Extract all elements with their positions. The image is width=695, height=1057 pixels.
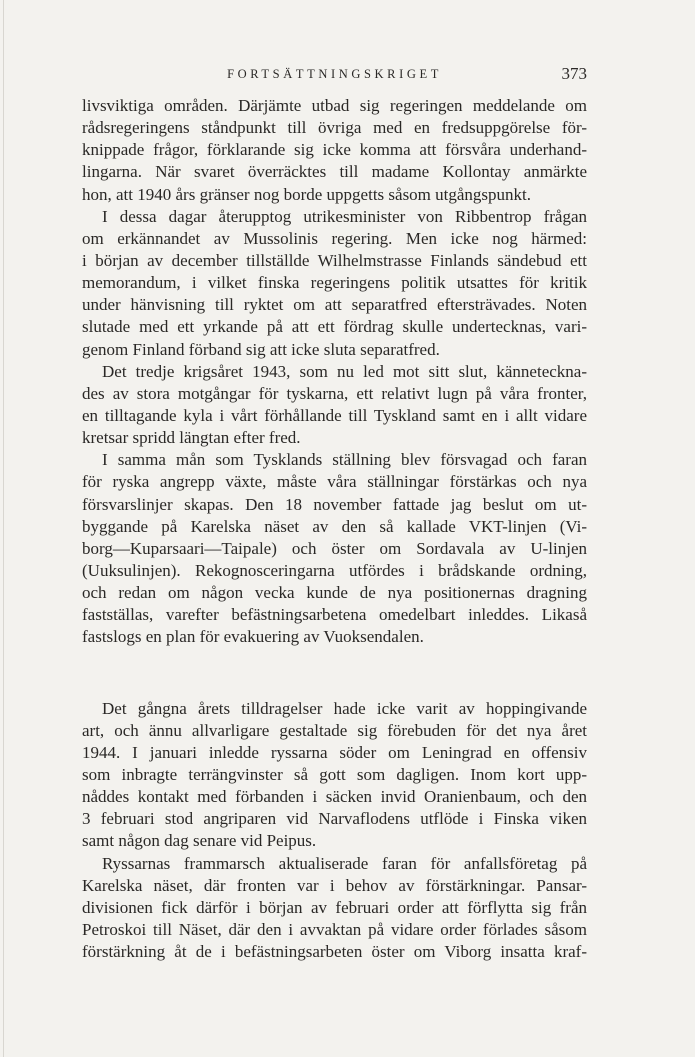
text-line: des av stora motgångar för tyskarna, ett relativt lugn på våra fronter, [82, 383, 587, 403]
text-line: rådsregeringens ståndpunkt till övriga med en fredsuppgörelse för- [82, 118, 587, 138]
text-line: divisionen fick därför i början av februari order att förflytta sig från [82, 897, 587, 917]
text-line: om erkännandet av Mussolinis regering. Men icke nog härmed: [82, 228, 587, 248]
text-line: borg—Kuparsaari—Taipale) och öster om Sordavala av U-linjen [82, 538, 587, 558]
text-line: livsviktiga områden. Därjämte utbad sig regeringen meddelande om [82, 96, 587, 115]
text-line: slutade med ett yrkande på att ett fördrag skulle undertecknas, vari- [82, 317, 587, 337]
paragraph [82, 698, 587, 853]
paragraph [82, 853, 587, 964]
text-line: I samma mån som Tysklands ställning blev försvagad och faran [102, 450, 587, 470]
text-line: lingarna. När svaret överräcktes till madame Kollontay anmärkte [82, 162, 587, 182]
body-text [82, 95, 587, 963]
text-line: Ryssarnas frammarsch aktualiserade faran för anfallsföretag på [102, 853, 587, 873]
text-line: (Uuksulinjen). Rekognosceringarna utfördes i brådskande ordning, [82, 560, 587, 580]
text-line: en tilltagande kyla i vårt förhållande till Tyskland samt en i allt vidare [82, 405, 587, 425]
section-break [82, 649, 587, 698]
running-title: FORTSÄTTNINGSKRIGET [227, 67, 442, 81]
text-line: fastställas, varefter befästningsarbetena omedelbart inleddes. Likaså [82, 605, 587, 625]
text-line: Det gångna årets tilldragelser hade icke varit av hoppingivande [102, 698, 587, 718]
text-line: försvarslinjer skapas. Den 18 november fattade jag beslut om ut- [82, 494, 587, 514]
text-line: kretsar spridd längtan efter fred. [82, 428, 301, 448]
paragraph [82, 361, 587, 450]
text-line: Det tredje krigsåret 1943, som nu led mot sitt slut, känneteckna- [102, 361, 587, 381]
text-line: nåddes kontakt med förbanden i säcken invid Oranienbaum, och den [82, 787, 587, 807]
text-line: hon, att 1940 års gränser nog borde uppgetts såsom utgångspunkt. [82, 184, 532, 204]
text-line: byggande på Karelska näset av den så kallade VKT-linjen (Vi- [82, 516, 587, 536]
text-line: fastslogs en plan för evakuering av Vuoksendalen. [82, 627, 424, 647]
text-line: art, och ännu allvarligare gestaltade sig förebuden för det nya året [82, 720, 587, 740]
text-line: som inbragte terrängvinster så gott som dagligen. Inom kort upp- [82, 764, 587, 784]
text-line: memorandum, i vilket finska regeringens politik utsattes för kritik [82, 273, 587, 293]
text-line: I dessa dagar återupptog utrikesminister von Ribbentrop frågan [102, 206, 587, 226]
paragraph [82, 449, 587, 648]
text-line: under hänvisning till ryktet om att separatfred eftersträvades. Noten [82, 295, 587, 315]
text-line: och redan om någon vecka kunde de nya positionernas dragning [82, 583, 587, 603]
text-line: Petroskoi till Näset, där den i avvaktan på vidare order förlades såsom [82, 919, 587, 939]
paragraph [82, 95, 587, 206]
text-line: samt någon dag senare vid Peipus. [82, 831, 317, 851]
page-header [82, 64, 587, 86]
text-line: i början av december tillställde Wilhelmstrasse Finlands sändebud ett [82, 250, 587, 270]
text-line: 3 februari stod angriparen vid Narvaflodens utflöde i Finska viken [82, 809, 587, 829]
text-line: 1944. I januari inledde ryssarna söder om Leningrad en offensiv [82, 742, 587, 762]
paragraph [82, 206, 587, 361]
text-line: Karelska näset, där fronten var i behov av förstärkningar. Pansar- [82, 875, 587, 895]
text-line: för ryska angrepp växte, måste våra ställningar förstärkas och nya [82, 472, 587, 492]
text-line: knippade frågor, förklarande sig icke komma att försvåra underhand- [82, 140, 587, 160]
page-number: 373 [561, 64, 587, 83]
page-edge [3, 0, 4, 1057]
text-line: förstärkning åt de i befästningsarbeten öster om Viborg insatta kraf- [82, 942, 587, 962]
text-line: genom Finland förband sig att icke sluta separatfred. [82, 339, 440, 359]
